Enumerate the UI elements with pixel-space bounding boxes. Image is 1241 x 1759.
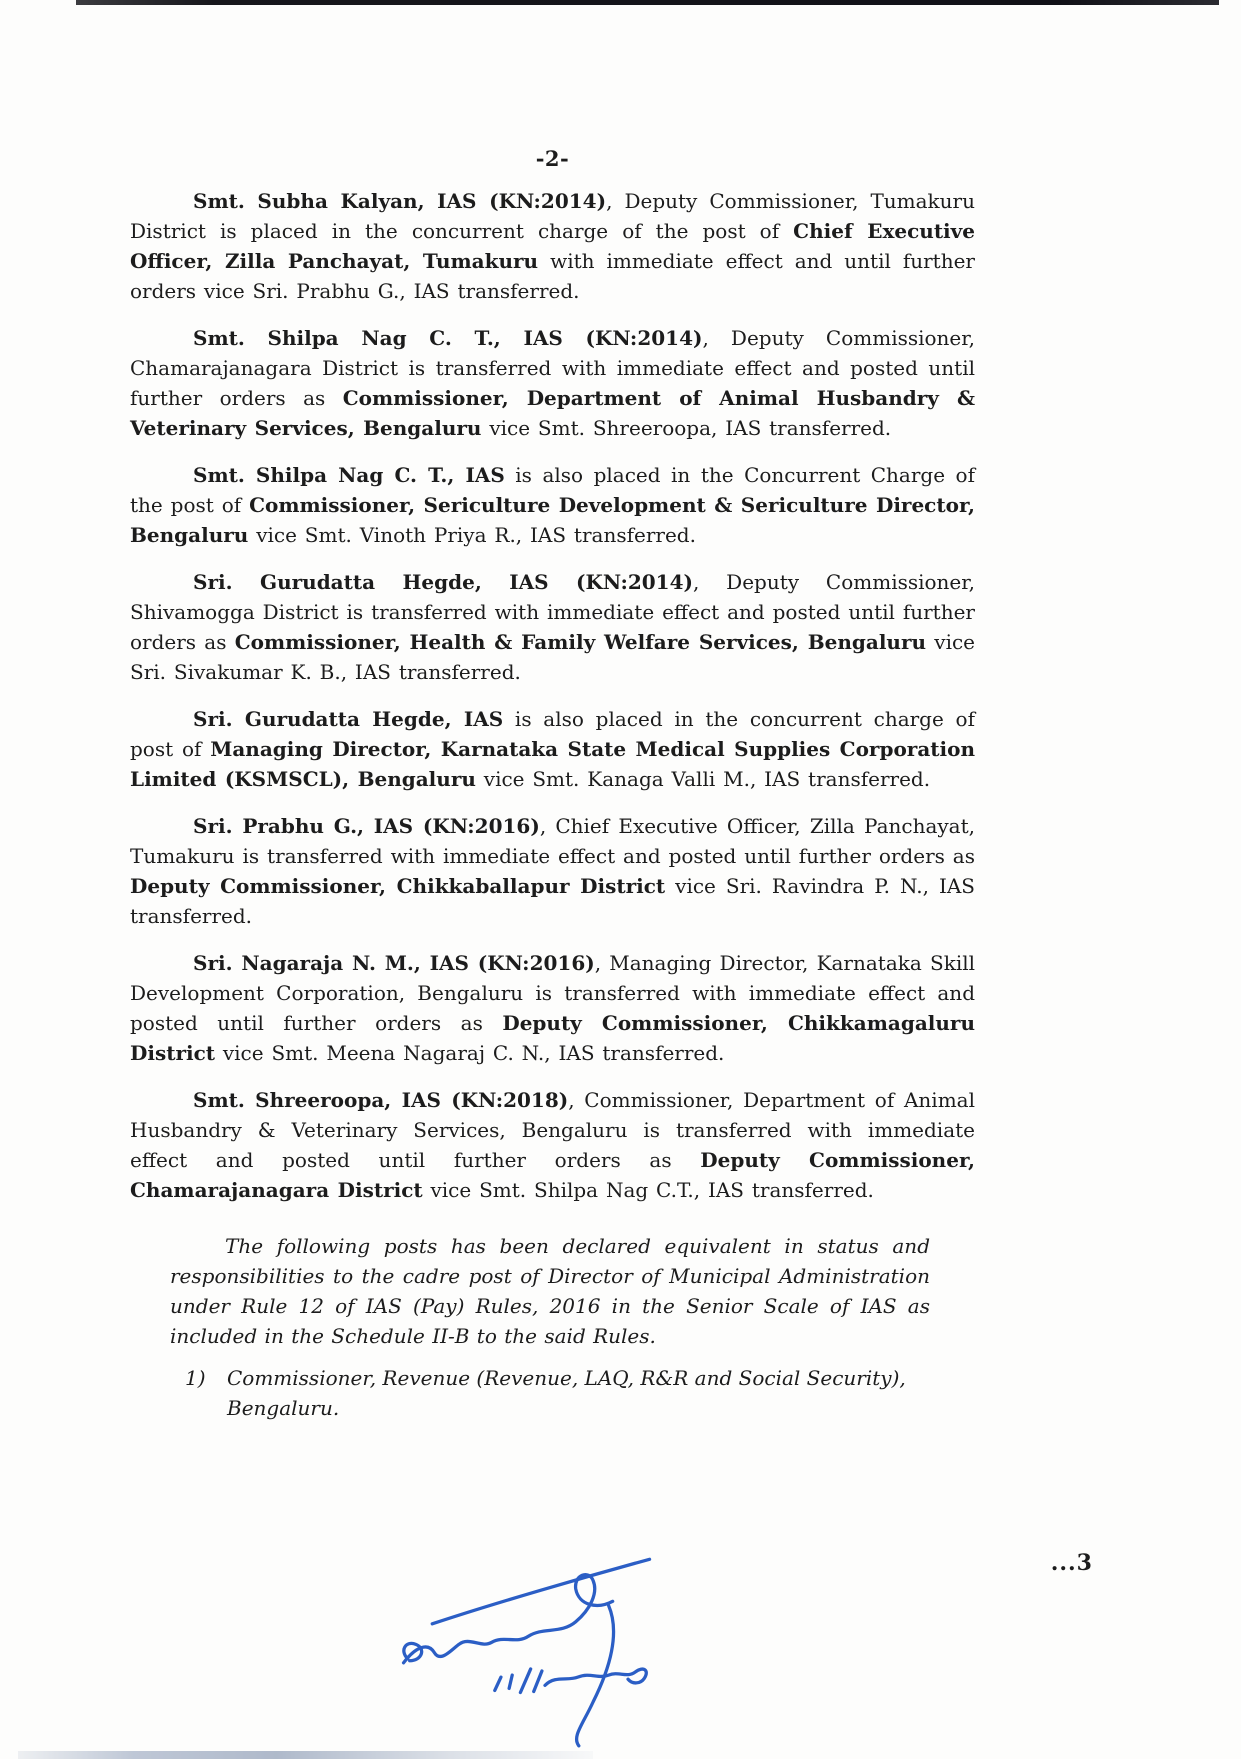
text-run-bold: Smt. Shreeroopa, IAS (KN:2018) — [193, 1088, 569, 1112]
text-run-bold: Commissioner, Health & Family Welfare Services, Bengaluru — [234, 630, 927, 654]
order-paragraph — [130, 948, 975, 1068]
text-run-bold: Sri. Gurudatta Hegde, IAS — [193, 707, 504, 731]
text-run: , Deputy Commissioner, Chamarajanagara District is transferred with immediate effect and posted until further orders as — [130, 326, 975, 410]
text-run: , Commissioner, Department of Animal Husbandry & Veterinary Services, Bengaluru is transferred with immediate effect and posted until further orders as — [130, 1088, 975, 1172]
page-number: -2- — [535, 146, 570, 171]
text-run: , Deputy Commissioner, Shivamogga District is transferred with immediate effect and posted until further orders as — [130, 570, 975, 654]
text-run: vice Smt. Shreeroopa, IAS transferred. — [481, 416, 892, 440]
page-continuation-marker: ...3 — [1050, 1550, 1093, 1576]
text-run-bold: Smt. Subha Kalyan, IAS (KN:2014) — [193, 189, 607, 213]
text-run: vice Smt. Shilpa Nag C.T., IAS transferred. — [422, 1178, 874, 1202]
text-run: is also placed in the concurrent charge of post of — [130, 707, 975, 761]
equivalence-note: The following posts has been declared equivalent in status and responsibilities to the cadre post of Director of Municipal Administration under Rule 12 of IAS (Pay) Rules, 2016 in the Senior Scale of IAS as included in the Schedule II-B to the said Rules. — [170, 1234, 930, 1348]
order-paragraphs — [130, 186, 975, 1205]
text-run-bold: Smt. Shilpa Nag C. T., IAS (KN:2014) — [193, 326, 703, 350]
text-run: vice Sri. Ravindra P. N., IAS transferred. — [130, 874, 975, 928]
order-paragraph — [130, 704, 975, 794]
text-run-bold: Commissioner, Department of Animal Husbandry & Veterinary Services, Bengaluru — [130, 386, 976, 440]
text-run-bold: Sri. Prabhu G., IAS (KN:2016) — [193, 814, 540, 838]
text-run: vice Smt. Meena Nagaraj C. N., IAS transferred. — [215, 1041, 725, 1065]
text-run: , Chief Executive Officer, Zilla Panchayat, Tumakuru is transferred with immediate effect and posted until further orders as — [130, 814, 975, 868]
text-run: vice Smt. Vinoth Priya R., IAS transferred. — [248, 523, 696, 547]
signature-scribble-icon — [390, 1548, 700, 1753]
order-paragraph — [130, 460, 975, 550]
text-run: with immediate effect and until further orders vice Sri. Prabhu G., IAS transferred. — [130, 249, 975, 303]
equivalent-posts-list — [185, 1363, 975, 1423]
list-marker: 1) — [185, 1366, 206, 1390]
text-run: , Managing Director, Karnataka Skill Development Corporation, Bengaluru is transferred with immediate effect and posted until further orders as — [130, 951, 976, 1035]
text-run-bold: Smt. Shilpa Nag C. T., IAS — [193, 463, 505, 487]
order-paragraph — [130, 323, 975, 443]
text-run: is also placed in the Concurrent Charge of the post of — [130, 463, 976, 517]
order-paragraph — [130, 567, 975, 687]
signature-ink — [390, 1548, 700, 1753]
text-run: vice Smt. Kanaga Valli M., IAS transferred. — [475, 767, 931, 791]
text-run: vice Sri. Sivakumar K. B., IAS transferred. — [130, 630, 976, 684]
top-edge-scan-line — [76, 0, 1219, 5]
text-run-bold: Sri. Gurudatta Hegde, IAS (KN:2014) — [193, 570, 693, 594]
text-run-bold: Commissioner, Sericulture Development & Sericulture Director, Bengaluru — [130, 493, 975, 547]
text-run-bold: Deputy Commissioner, Chikkaballapur District — [130, 874, 666, 898]
text-run-bold: Sri. Nagaraja N. M., IAS (KN:2016) — [193, 951, 595, 975]
text-run-bold: Deputy Commissioner, Chikkamagaluru District — [130, 1011, 975, 1065]
order-paragraph — [130, 186, 975, 306]
list-item-text: Commissioner, Revenue (Revenue, LAQ, R&R and Social Security), Bengaluru. — [227, 1366, 906, 1420]
order-paragraph — [130, 811, 975, 931]
bottom-edge-scan-artifact — [18, 1751, 593, 1759]
order-body — [130, 186, 975, 1423]
text-run-bold: Managing Director, Karnataka State Medical Supplies Corporation Limited (KSMSCL), Bengaluru — [130, 737, 975, 791]
order-paragraph — [130, 1085, 975, 1205]
text-run-bold: Deputy Commissioner, Chamarajanagara District — [130, 1148, 975, 1202]
text-run: , Deputy Commissioner, Tumakuru District is placed in the concurrent charge of the post of — [130, 189, 976, 243]
text-run-bold: Chief Executive Officer, Zilla Panchayat, Tumakuru — [130, 219, 976, 273]
equivalent-post-item — [185, 1363, 975, 1423]
